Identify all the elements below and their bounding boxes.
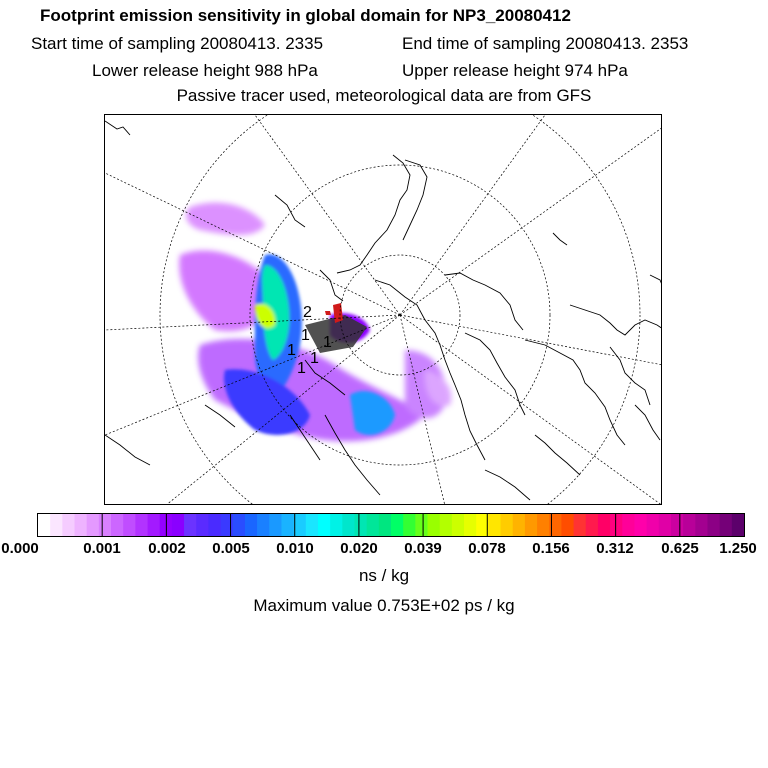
plume-label: 1 xyxy=(297,360,306,377)
colorbar-tick-label: 0.010 xyxy=(276,540,314,557)
colorbar-swatch xyxy=(391,514,404,536)
upper-height-label: Upper release height 974 hPa xyxy=(402,61,628,80)
plume-label: 1 xyxy=(323,334,332,351)
colorbar-swatch xyxy=(464,514,477,536)
colorbar-swatch xyxy=(75,514,88,536)
colorbar-swatch xyxy=(379,514,392,536)
colorbar-swatch xyxy=(354,514,367,536)
colorbar-swatch xyxy=(732,514,744,536)
colorbar-tick-label: 0.078 xyxy=(468,540,506,557)
colorbar-unit: ns / kg xyxy=(358,566,410,585)
colorbar-swatch xyxy=(634,514,647,536)
graticule xyxy=(105,115,662,505)
colorbar-swatch xyxy=(281,514,294,536)
plume-label: 1 xyxy=(310,350,319,367)
colorbar-swatch xyxy=(501,514,514,536)
colorbar-swatch xyxy=(87,514,100,536)
colorbar-swatch xyxy=(659,514,672,536)
colorbar-swatch xyxy=(306,514,319,536)
colorbar-swatch xyxy=(525,514,538,536)
colorbar-swatch xyxy=(233,514,246,536)
colorbar-swatch xyxy=(38,514,51,536)
footprint-plume xyxy=(179,203,451,442)
colorbar-swatch xyxy=(367,514,380,536)
colorbar-swatch xyxy=(257,514,270,536)
colorbar-tick-label: 0.039 xyxy=(404,540,442,557)
colorbar-swatch xyxy=(440,514,453,536)
colorbar-swatches xyxy=(38,514,744,536)
colorbar-swatch xyxy=(598,514,611,536)
colorbar-swatch xyxy=(221,514,234,536)
plume-label: 1 xyxy=(301,327,310,344)
colorbar-swatch xyxy=(513,514,526,536)
map-panel xyxy=(104,114,662,505)
colorbar-swatch xyxy=(683,514,696,536)
colorbar-swatch xyxy=(342,514,355,536)
colorbar-swatch xyxy=(586,514,599,536)
colorbar-swatch xyxy=(135,514,148,536)
plume-label: 2 xyxy=(303,304,312,321)
colorbar-tick-label: 1.250 xyxy=(719,540,757,557)
lower-height-label: Lower release height 988 hPa xyxy=(92,61,318,80)
colorbar-swatch xyxy=(245,514,258,536)
colorbar-swatch xyxy=(269,514,282,536)
colorbar-tick-label: 0.002 xyxy=(148,540,186,557)
colorbar-tick-label: 0.312 xyxy=(596,540,634,557)
colorbar-swatch xyxy=(720,514,733,536)
colorbar-swatch xyxy=(574,514,587,536)
colorbar-swatch xyxy=(622,514,635,536)
colorbar-tick-label: 0.001 xyxy=(83,540,121,557)
coastlines xyxy=(105,121,662,500)
colorbar-tick-label: 0.156 xyxy=(532,540,570,557)
colorbar-swatch xyxy=(610,514,623,536)
colorbar-swatch xyxy=(196,514,209,536)
colorbar-swatch xyxy=(695,514,708,536)
colorbar-swatch xyxy=(111,514,124,536)
colorbar-tick-label: 0.005 xyxy=(212,540,250,557)
colorbar-swatch xyxy=(330,514,343,536)
colorbar-tick-label: 0.000 xyxy=(1,540,39,557)
colorbar-tick-label: 0.020 xyxy=(340,540,378,557)
colorbar-swatch xyxy=(452,514,465,536)
colorbar-swatch xyxy=(62,514,75,536)
plume-label: 1 xyxy=(287,342,296,359)
colorbar-swatch xyxy=(99,514,112,536)
colorbar-swatch xyxy=(172,514,185,536)
tracer-note: Passive tracer used, meteorological data are from GFS xyxy=(176,86,592,105)
colorbar-swatch xyxy=(184,514,197,536)
polar-map xyxy=(105,115,662,505)
max-value-label: Maximum value 0.753E+02 ps / kg xyxy=(253,596,515,615)
colorbar-swatch xyxy=(671,514,684,536)
colorbar-swatch xyxy=(707,514,720,536)
end-time-label: End time of sampling 20080413. 2353 xyxy=(402,34,689,53)
colorbar-swatch xyxy=(488,514,501,536)
colorbar-swatch xyxy=(318,514,331,536)
colorbar-swatch xyxy=(208,514,221,536)
colorbar-swatch xyxy=(415,514,428,536)
colorbar xyxy=(37,513,745,537)
colorbar-tick-label: 0.625 xyxy=(661,540,699,557)
colorbar-swatch xyxy=(428,514,441,536)
colorbar-swatch xyxy=(294,514,307,536)
colorbar-swatch xyxy=(50,514,63,536)
colorbar-swatch xyxy=(403,514,416,536)
colorbar-swatch xyxy=(148,514,161,536)
colorbar-swatch xyxy=(561,514,574,536)
chart-title: Footprint emission sensitivity in global domain for NP3_20080412 xyxy=(40,6,571,25)
colorbar-swatch xyxy=(537,514,550,536)
start-time-label: Start time of sampling 20080413. 2335 xyxy=(31,34,324,53)
colorbar-swatch xyxy=(647,514,660,536)
colorbar-swatch xyxy=(123,514,136,536)
